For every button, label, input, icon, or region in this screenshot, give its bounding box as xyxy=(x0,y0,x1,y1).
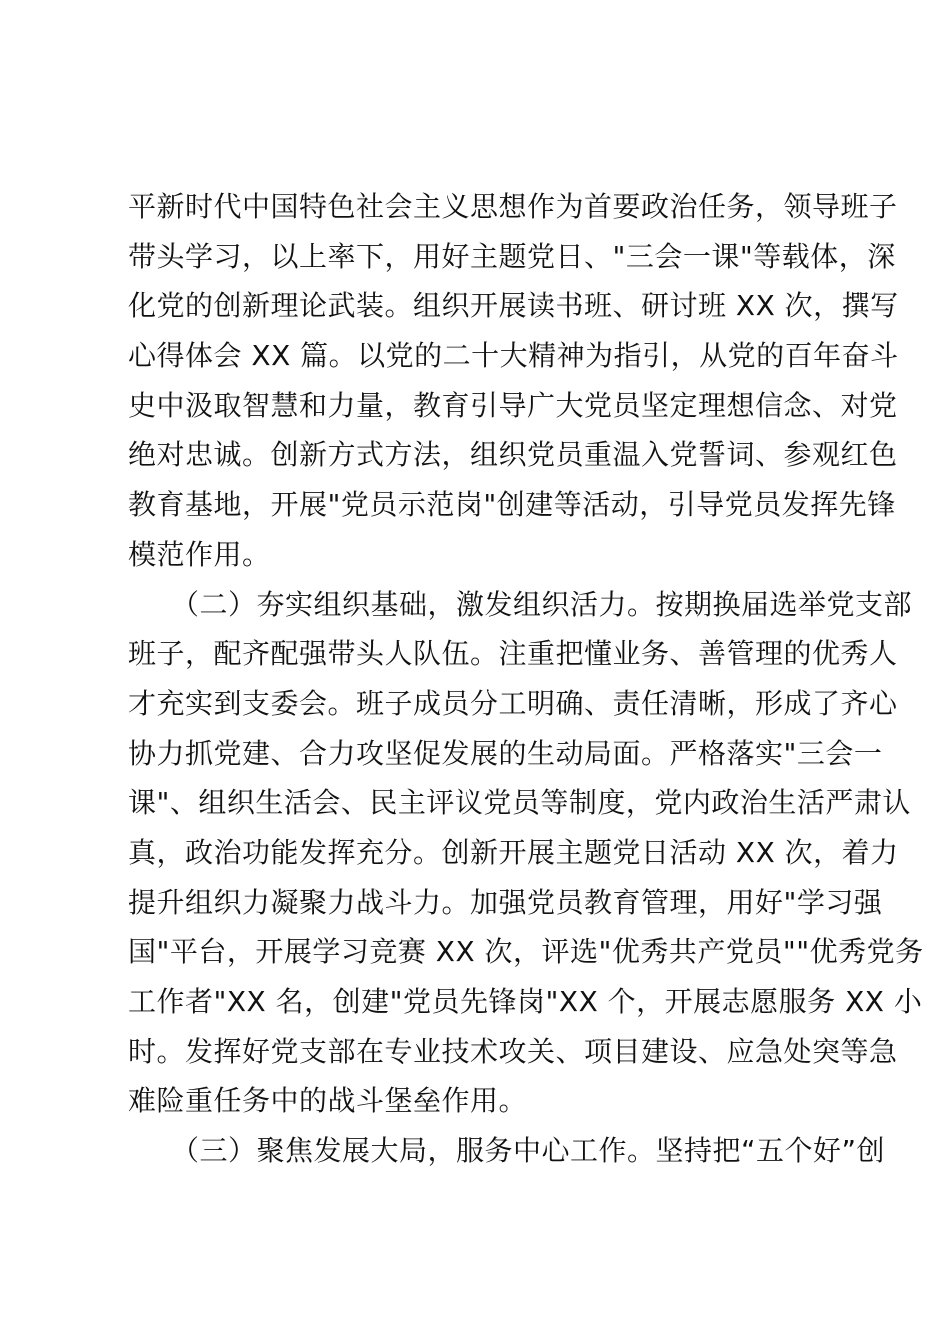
text-line: 绝对忠诚。创新方式方法，组织党员重温入党誓词、参观红色 xyxy=(128,438,898,472)
text-line: 课"、组织生活会、民主评议党员等制度，党内政治生活严肃认 xyxy=(128,786,911,820)
text-line: 才充实到支委会。班子成员分工明确、责任清晰，形成了齐心 xyxy=(128,686,898,720)
text-line: 模范作用。 xyxy=(128,537,271,571)
text-line: 班子，配齐配强带头人队伍。注重把懂业务、善管理的优秀人 xyxy=(128,637,898,671)
text-line: 真，政治功能发挥充分。创新开展主题党日活动 XX 次，着力 xyxy=(128,835,899,869)
body-text xyxy=(128,182,924,1176)
text-line: 教育基地，开展"党员示范岗"创建等活动，引导党员发挥先锋 xyxy=(128,488,896,522)
text-line: 难险重任务中的战斗堡垒作用。 xyxy=(128,1084,528,1118)
text-line: （二）夯实组织基础，激发组织活力。按期换届选举党支部 xyxy=(128,587,913,621)
text-line: 心得体会 XX 篇。以党的二十大精神为指引，从党的百年奋斗 xyxy=(128,339,899,373)
text-line: 史中汲取智慧和力量，教育引导广大党员坚定理想信念、对党 xyxy=(128,388,898,422)
text-line: 国"平台，开展学习竞赛 XX 次，评选"优秀共产党员""优秀党务 xyxy=(128,935,924,969)
text-line: 工作者"XX 名，创建"党员先锋岗"XX 个，开展志愿服务 XX 小 xyxy=(128,985,923,1018)
text-line: 带头学习，以上率下，用好主题党日、"三会一课"等载体，深 xyxy=(128,239,896,273)
text-line: 协力抓党建、合力攻坚促发展的生动局面。严格落实"三会一 xyxy=(128,736,883,770)
text-line: 平新时代中国特色社会主义思想作为首要政治任务，领导班子 xyxy=(128,190,898,223)
text-line: 提升组织力凝聚力战斗力。加强党员教育管理，用好"学习强 xyxy=(128,885,883,919)
text-line: （三）聚焦发展大局，服务中心工作。坚持把“五个好”创 xyxy=(128,1134,886,1168)
text-line: 时。发挥好党支部在专业技术攻关、项目建设、应急处突等急 xyxy=(128,1034,898,1068)
text-line: 化党的创新理论武装。组织开展读书班、研讨班 XX 次，撰写 xyxy=(128,289,899,323)
